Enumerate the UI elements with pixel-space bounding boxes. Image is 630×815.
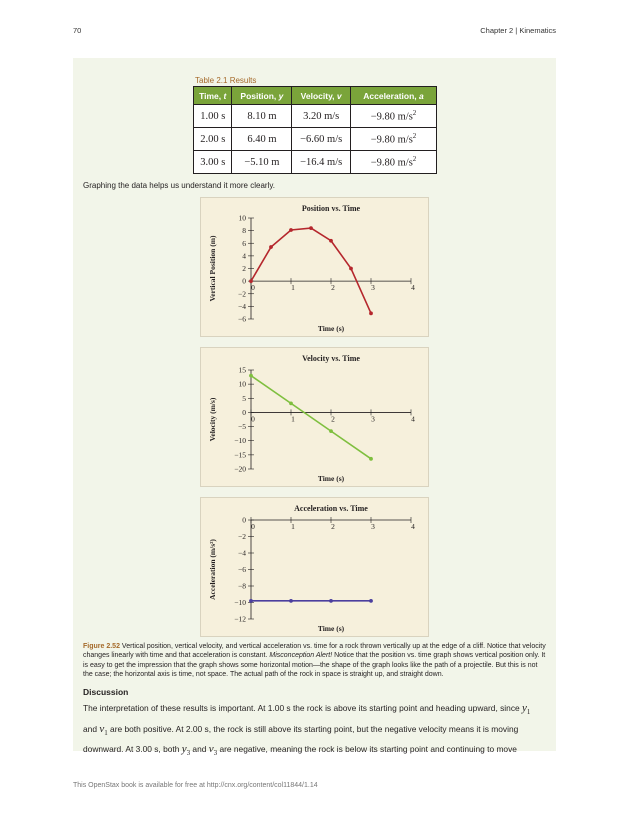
data-point — [249, 599, 253, 603]
cell-position: 6.40 m — [232, 128, 292, 151]
cell-acceleration: −9.80 $m/s^2$ — [351, 105, 437, 128]
series-line — [251, 228, 371, 313]
x-tick-label: 1 — [291, 283, 295, 293]
x-axis-label: Time (s) — [317, 624, 345, 633]
y-tick-label: −6 — [238, 314, 246, 324]
y-tick-label: −6 — [238, 565, 246, 574]
results-table — [193, 86, 437, 174]
y-tick-label: −4 — [238, 301, 246, 311]
data-point — [309, 226, 313, 230]
chart-title: Acceleration vs. Time — [294, 504, 368, 513]
y-tick-label: 10 — [238, 213, 246, 223]
series-line — [251, 376, 371, 459]
data-point — [329, 599, 333, 603]
table-row — [194, 151, 437, 174]
data-point — [369, 599, 373, 603]
math-y1: $y_1$ — [522, 702, 531, 717]
figure-caption: Figure 2.52 Vertical position, vertical velocity, and vertical acceleration vs. time for a rock thrown vertically up at the edge of a cliff. Notice that velocity changes linearly with time and that acceleration is constant. Misconception Alert! Notice that the position vs. time graph shows vertical position only. It is easy to get the impression that the graph shows some horizontal motion—the shape of the graph looks like the path of a projectile. But this is not the case; the horizontal axis is time, not space. The actual path of the rock in space is straight up, and straight down. — [83, 643, 546, 678]
y-tick-label: −10 — [234, 598, 246, 607]
y-tick-label: 15 — [238, 365, 246, 375]
chart-title: Position vs. Time — [301, 204, 361, 213]
y-tick-label: −5 — [238, 422, 246, 432]
math-v1: $v_1$ — [99, 722, 108, 737]
math-v3: $v_3$ — [208, 743, 218, 758]
table-caption: Table 2.1 Results — [195, 76, 257, 85]
cell-velocity: 3.20 m/s — [292, 105, 351, 128]
y-tick-label: 0 — [242, 515, 246, 525]
x-tick-label: 0 — [251, 414, 255, 424]
y-tick-label: −4 — [238, 548, 246, 558]
footer-note: This OpenStax book is available for free at http://cnx.org/content/col11844/1.14 — [73, 782, 318, 789]
data-point — [349, 267, 353, 271]
chapter-header: Chapter 2 | Kinematics — [480, 26, 556, 35]
cell-acceleration: −9.80 $m/s^2$ — [351, 151, 437, 174]
x-axis-label: Time (s) — [317, 324, 345, 333]
cell-velocity: −16.4 m/s — [292, 151, 351, 174]
y-axis-label: Velocity (m/s) — [208, 397, 217, 442]
x-tick-label: 1 — [291, 414, 295, 424]
cell-position: 8.10 m — [232, 105, 292, 128]
x-tick-label: 0 — [251, 522, 255, 531]
discussion-text: The interpretation of these results is important. At 1.00 s the rock is above its starting point and heading upward, since $y_1$ and $v_1$ are both positive. At 2.00 s, the rock is still above its starting point, but the negative velocity means it is moving downward. At 3.00 s, both $y_3$ and $v_3$ are negative, meaning the rock is below its starting point and continuing to move — [83, 702, 531, 758]
y-tick-label: −12 — [234, 614, 246, 624]
data-point — [289, 599, 293, 603]
data-point — [249, 279, 253, 283]
cell-time: 1.00 s — [194, 105, 232, 128]
y-tick-label: −2 — [238, 532, 246, 541]
table-header-row — [194, 87, 437, 105]
data-point — [329, 239, 333, 243]
y-tick-label: 0 — [242, 407, 246, 417]
math-y3: $y_3$ — [181, 743, 191, 758]
x-axis-label: Time (s) — [317, 474, 345, 483]
x-tick-label: 0 — [251, 283, 255, 293]
table-row — [194, 105, 437, 128]
y-tick-label: 0 — [242, 276, 246, 286]
y-axis-label: Acceleration (m/s²) — [208, 539, 217, 600]
y-tick-label: 10 — [238, 379, 246, 389]
x-tick-label: 4 — [411, 283, 415, 293]
velocity-vs-time-chart — [200, 347, 429, 487]
data-point — [269, 245, 273, 249]
x-tick-label: 2 — [331, 414, 335, 424]
chart-title: Velocity vs. Time — [302, 354, 360, 363]
discussion-heading: Discussion — [83, 687, 129, 697]
table-row — [194, 128, 437, 151]
header-velocity: Velocity, v — [292, 87, 351, 105]
data-point — [369, 457, 373, 461]
y-tick-label: −2 — [238, 289, 246, 299]
header-time: Time, t — [194, 87, 232, 105]
page-number: 70 — [73, 26, 82, 35]
cell-time: 3.00 s — [194, 151, 232, 174]
y-tick-label: −15 — [234, 450, 246, 460]
x-tick-label: 3 — [371, 283, 375, 293]
velocity-chart-svg — [201, 348, 430, 488]
data-point — [289, 401, 293, 405]
misconception-alert: Misconception Alert! — [269, 652, 333, 660]
header-acceleration: Acceleration, a — [351, 87, 437, 105]
y-tick-label: −20 — [234, 464, 246, 474]
x-tick-label: 3 — [371, 414, 375, 424]
x-tick-label: 3 — [371, 522, 375, 531]
y-tick-label: 2 — [242, 264, 246, 273]
position-vs-time-chart — [200, 197, 429, 337]
header-position: Position, y — [232, 87, 292, 105]
x-tick-label: 4 — [411, 414, 415, 424]
x-tick-label: 2 — [331, 522, 335, 531]
x-tick-label: 1 — [291, 522, 295, 531]
data-point — [369, 311, 373, 315]
y-tick-label: 4 — [242, 251, 246, 261]
figure-label: Figure 2.52 — [83, 643, 120, 650]
y-tick-label: 5 — [242, 393, 246, 403]
cell-position: −5.10 m — [232, 151, 292, 174]
acceleration-vs-time-chart — [200, 497, 429, 637]
y-axis-label: Vertical Position (m) — [208, 235, 217, 302]
y-tick-label: −10 — [234, 436, 246, 446]
cell-velocity: −6.60 m/s — [292, 128, 351, 151]
cell-acceleration: −9.80 $m/s^2$ — [351, 128, 437, 151]
acceleration-chart-svg — [201, 498, 430, 638]
lead-text: Graphing the data helps us understand it more clearly. — [83, 181, 275, 190]
x-tick-label: 4 — [411, 522, 415, 531]
x-tick-label: 2 — [331, 283, 335, 293]
position-chart-svg — [201, 198, 430, 338]
y-tick-label: 6 — [242, 238, 246, 248]
y-tick-label: −8 — [238, 581, 246, 591]
data-point — [329, 429, 333, 433]
data-point — [249, 374, 253, 378]
cell-time: 2.00 s — [194, 128, 232, 151]
y-tick-label: 8 — [242, 226, 246, 236]
data-point — [289, 228, 293, 232]
